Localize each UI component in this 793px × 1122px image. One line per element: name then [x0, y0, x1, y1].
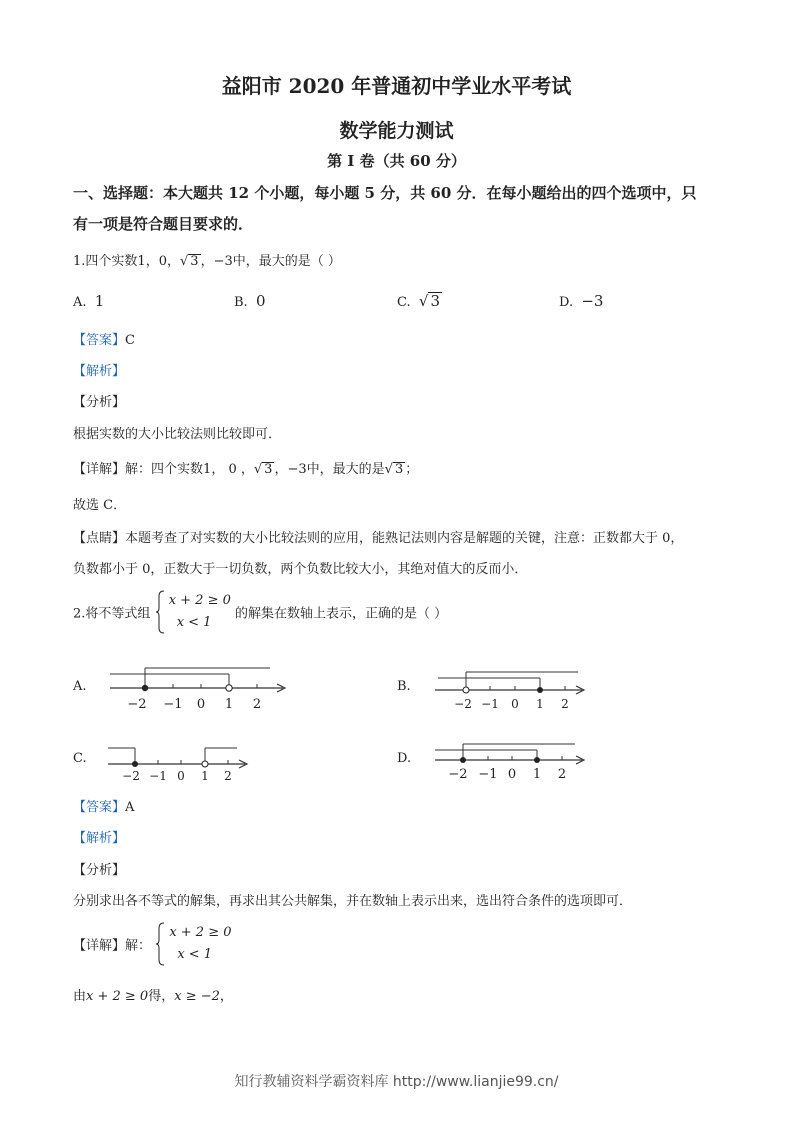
- num: 1: [203, 462, 212, 477]
- num: 0: [228, 462, 237, 477]
- q2-option-b-label[interactable]: B.: [397, 679, 411, 694]
- q1-stem-text: 中，最大的是（ ）: [232, 254, 341, 269]
- tick-label: 1: [201, 769, 209, 783]
- left-brace-icon: [155, 922, 165, 966]
- answer-tag: 【答案】: [73, 800, 126, 815]
- q2-xiangjie: [73, 922, 232, 966]
- q2-option-a-label[interactable]: A.: [73, 679, 87, 694]
- q2-fenxi-tag: 【分析】: [73, 863, 126, 878]
- xiangjie-tag: 【详解】: [73, 938, 126, 954]
- text: 由: [73, 989, 87, 1004]
- math: x ≥ −2: [174, 989, 220, 1004]
- footer-watermark: 知行教辅资料学霸资料库 http://www.lianjie99.cn/: [234, 1074, 559, 1090]
- q2-option-c-label[interactable]: C.: [73, 751, 87, 766]
- q1-sep: ，: [145, 254, 159, 269]
- tick-label: −1: [481, 697, 499, 711]
- option-label: A.: [73, 295, 87, 310]
- q1-num-1: 1: [137, 254, 146, 269]
- volume-label: 第 I 卷（共 60 分）: [327, 152, 466, 170]
- q1-dianjing-line1: [73, 527, 683, 546]
- text: 得，: [148, 989, 175, 1004]
- section-heading-line2: 有一项是符合题目要求的．: [73, 215, 254, 233]
- num: 3: [394, 462, 404, 477]
- tick-label: −2: [122, 769, 140, 783]
- q1-num-sqrt3: 3: [190, 254, 199, 269]
- tick-label: 1: [532, 767, 542, 782]
- inequality-1: x + 2 ≥ 0: [168, 593, 231, 608]
- tick-label: 0: [511, 697, 519, 711]
- option-label: C.: [397, 295, 411, 310]
- xiangjie-text: 解：四个实数: [125, 462, 204, 477]
- tick-label: 0: [196, 697, 206, 712]
- q2-stem: [73, 590, 447, 634]
- xiangjie-text: ；: [405, 462, 419, 477]
- math: x + 2 ≥ 0: [86, 989, 149, 1004]
- xiangjie-text: 中，最大的是: [306, 462, 385, 477]
- tick-label: −2: [127, 697, 147, 712]
- q1-option-d[interactable]: [559, 292, 603, 310]
- option-label: B.: [234, 295, 248, 310]
- q1-num-0: 0: [158, 254, 167, 269]
- q2-stem-text: 2.将不等式组: [73, 606, 151, 622]
- q2-inequality-system: [169, 590, 231, 634]
- left-brace-icon: [155, 590, 165, 634]
- xiangjie-tag: 【详解】: [73, 462, 126, 477]
- num: −3: [287, 462, 307, 477]
- num: 3: [264, 462, 273, 477]
- q2-jiexi-tag: [73, 827, 125, 846]
- tick-label: 2: [252, 697, 262, 712]
- jiexi-tag: 【解析】: [73, 364, 126, 379]
- text: ，: [219, 989, 233, 1004]
- option-value: 1: [94, 292, 105, 310]
- q2-option-b-numberline[interactable]: [430, 666, 590, 716]
- sqrt-symbol: √: [253, 462, 263, 477]
- q2-xiangjie-system: [169, 922, 231, 966]
- q1-num-neg3: −3: [213, 254, 233, 269]
- option-value: 3: [430, 292, 440, 310]
- q1-stem-text: 1.四个实数: [73, 254, 138, 269]
- sqrt-symbol: √: [418, 292, 429, 310]
- inequality-2: x < 1: [177, 947, 213, 962]
- tick-label: −1: [163, 697, 183, 712]
- inequality-1: x + 2 ≥ 0: [169, 925, 232, 940]
- q1-fenxi-text: 根据实数的大小比较法则比较即可．: [73, 427, 282, 442]
- tick-label: 2: [224, 769, 232, 783]
- answer-value: C: [125, 333, 135, 348]
- xiangjie-text: 解：: [125, 938, 152, 954]
- q1-dianjing-line2: 负数都小于 0，正数大于一切负数，两个负数比较大小，其绝对值大的反而小．: [73, 562, 528, 577]
- dianjing-tag: 【点睛】: [73, 531, 126, 546]
- tick-label: −1: [478, 767, 498, 782]
- option-label: D.: [559, 295, 574, 310]
- q2-fenxi-text: 分别求出各不等式的解集，再求出其公共解集，并在数轴上表示出来，选出符合条件的选项即可．: [73, 894, 633, 909]
- option-value: 0: [255, 292, 266, 310]
- q1-jiexi-tag: [73, 360, 125, 379]
- inequality-2: x < 1: [176, 615, 212, 630]
- answer-value: A: [125, 800, 135, 815]
- q2-option-d-numberline[interactable]: [430, 734, 590, 786]
- q2-stem-text: 的解集在数轴上表示，正确的是（ ）: [235, 606, 448, 622]
- q2-last-line: [73, 985, 233, 1004]
- sqrt-symbol: √: [384, 462, 393, 477]
- tick-label: 0: [177, 769, 185, 783]
- tick-label: 0: [507, 767, 517, 782]
- page-subtitle: 数学能力测试: [339, 120, 454, 142]
- sqrt-symbol: √: [180, 254, 189, 269]
- tick-label: −2: [448, 767, 468, 782]
- q1-answer: [73, 329, 135, 348]
- section-heading-line1: 一、选择题：本大题共 12 个小题，每小题 5 分，共 60 分．在每小题给出的四个选项中，只: [73, 184, 697, 202]
- q2-option-a-numberline[interactable]: [105, 660, 290, 716]
- q1-guxuan: 故选 C．: [73, 498, 127, 513]
- q1-stem: [73, 250, 341, 269]
- tick-label: 1: [536, 697, 544, 711]
- q1-sep: ，: [166, 254, 180, 269]
- tick-label: 2: [557, 767, 567, 782]
- q1-sep: ，: [200, 254, 214, 269]
- q2-answer: [73, 796, 134, 815]
- jiexi-tag: 【解析】: [73, 831, 126, 846]
- dianjing-text: 本题考查了对实数的大小比较法则的应用，能熟记法则内容是解题的关键，注意：正数都大于 0，: [125, 531, 684, 546]
- tick-label: −2: [454, 697, 472, 711]
- q1-xiangjie: 【详解】解：四个实数1， 0 ，√ 3 ，−3中，最大的是√ 3 ；: [73, 462, 419, 477]
- q1-option-b[interactable]: [234, 292, 266, 310]
- tick-label: −1: [149, 769, 167, 783]
- answer-tag: 【答案】: [73, 333, 126, 348]
- page-title: 益阳市 2020 年普通初中学业水平考试: [221, 74, 572, 98]
- q1-fenxi-tag: 【分析】: [73, 395, 126, 410]
- tick-label: 1: [224, 697, 234, 712]
- q1-option-c[interactable]: [397, 292, 442, 310]
- q1-option-a[interactable]: [73, 292, 104, 310]
- option-value: −3: [581, 292, 604, 310]
- q2-option-d-label[interactable]: D.: [397, 751, 412, 766]
- q2-option-c-numberline[interactable]: [103, 742, 253, 788]
- tick-label: 2: [561, 697, 569, 711]
